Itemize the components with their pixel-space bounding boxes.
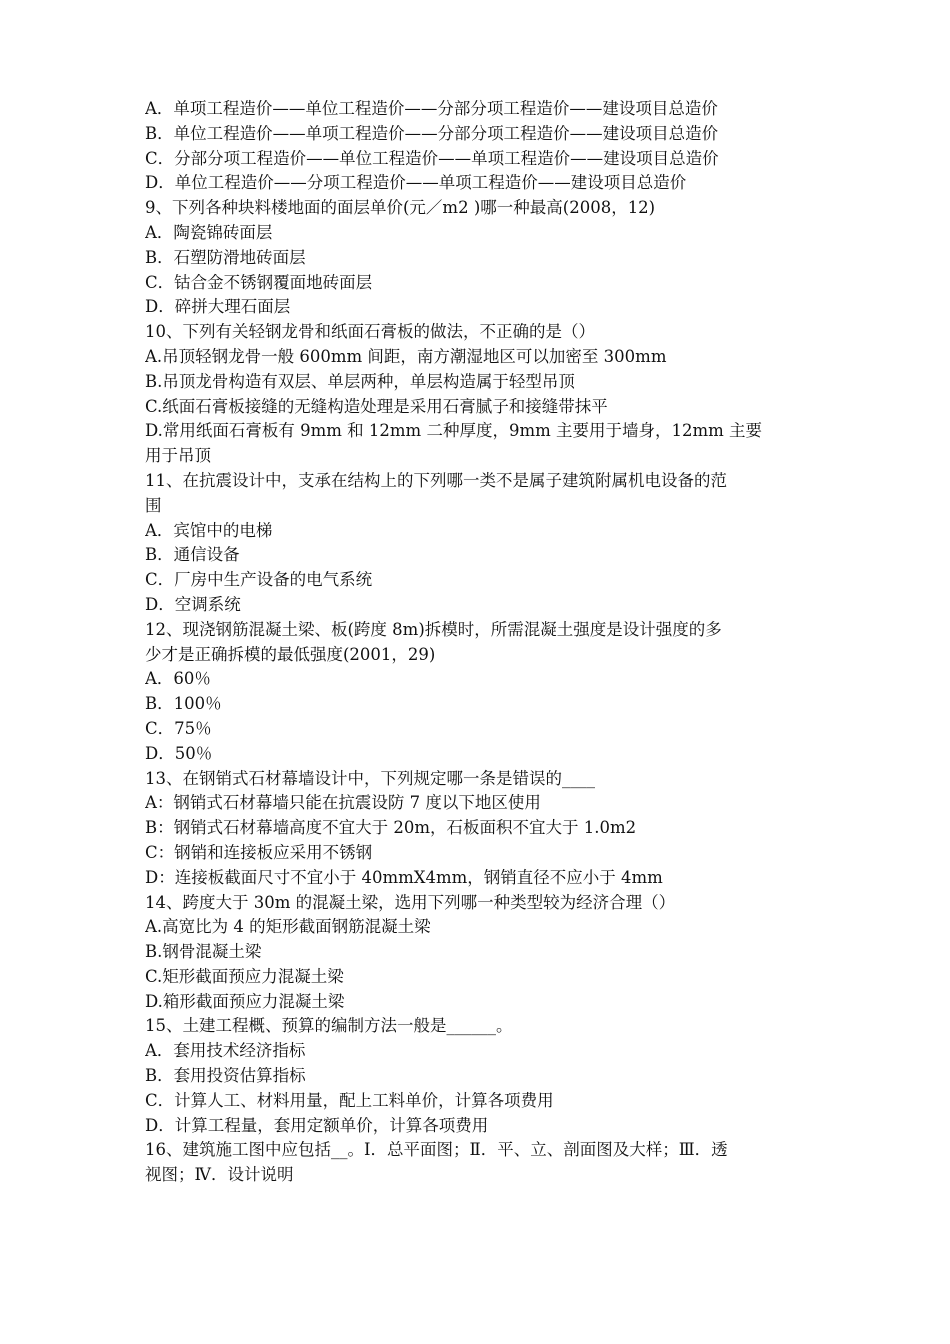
question-12-continued: 少才是正确拆模的最低强度(2001，29) bbox=[145, 644, 436, 664]
option-10d: D.常用纸面石膏板有 9mm 和 12mm 二种厚度，9mm 主要用于墙身，12mm 主要 bbox=[145, 421, 763, 441]
option-11b: B．通信设备 bbox=[145, 545, 240, 565]
option-13b: B：钢销式石材幕墙高度不宜大于 20m，石板面积不宜大于 1.0m2 bbox=[145, 818, 637, 838]
question-13: 13、在钢销式石材幕墙设计中，下列规定哪一条是错误的____ bbox=[145, 768, 595, 788]
option-12b: B．100％ bbox=[145, 694, 222, 714]
question-9: 9、下列各种块料楼地面的面层单价(元／m2 )哪一种最高(2008，12) bbox=[145, 198, 656, 218]
question-16: 16、建筑施工图中应包括__。Ⅰ．总平面图；Ⅱ．平、立、剖面图及大样；Ⅲ．透 bbox=[145, 1140, 728, 1160]
question-12: 12、现浇钢筋混凝土梁、板(跨度 8m)拆模时，所需混凝土强度是设计强度的多 bbox=[145, 619, 722, 639]
option-9a: A．陶瓷锦砖面层 bbox=[145, 222, 273, 242]
option-13c: C：钢销和连接板应采用不锈钢 bbox=[145, 842, 373, 862]
question-15: 15、土建工程概、预算的编制方法一般是______。 bbox=[145, 1016, 513, 1036]
option-11c: C．厂房中生产设备的电气系统 bbox=[145, 570, 373, 590]
option-13d: D：连接板截面尺寸不宜小于 40mmX4mm，钢销直径不应小于 4mm bbox=[145, 867, 663, 887]
option-10b: B.吊顶龙骨构造有双层、单层两种，单层构造属于轻型吊顶 bbox=[145, 371, 575, 391]
question-16-continued: 视图；Ⅳ．设计说明 bbox=[145, 1165, 294, 1185]
option-11a: A．宾馆中的电梯 bbox=[145, 520, 273, 540]
option-14b: B.钢骨混凝土梁 bbox=[145, 942, 262, 962]
option-14d: D.箱形截面预应力混凝土梁 bbox=[145, 991, 345, 1011]
option-13a: A：钢销式石材幕墙只能在抗震设防 7 度以下地区使用 bbox=[145, 793, 541, 813]
option-10d-continued: 用于吊顶 bbox=[145, 446, 211, 466]
option-15d: D．计算工程量，套用定额单价，计算各项费用 bbox=[145, 1115, 489, 1135]
question-14: 14、跨度大于 30m 的混凝土梁，选用下列哪一种类型较为经济合理（） bbox=[145, 892, 676, 912]
option-9d: D．碎拼大理石面层 bbox=[145, 297, 291, 317]
option-14a: A.高宽比为 4 的矩形截面钢筋混凝土梁 bbox=[145, 917, 431, 937]
question-11: 11、在抗震设计中，支承在结构上的下列哪一类不是属子建筑附属机电设备的范 bbox=[145, 470, 727, 490]
option-9b: B．石塑防滑地砖面层 bbox=[145, 247, 306, 267]
option-12c: C．75％ bbox=[145, 718, 212, 738]
option-15c: C．计算人工、材料用量，配上工料单价，计算各项费用 bbox=[145, 1090, 554, 1110]
option-10a: A.吊顶轻钢龙骨一般 600mm 间距，南方潮湿地区可以加密至 300mm bbox=[145, 346, 667, 366]
option-12d: D．50％ bbox=[145, 743, 213, 763]
option-8d: D．单位工程造价——分项工程造价——单项工程造价——建设项目总造价 bbox=[145, 173, 687, 193]
option-10c: C.纸面石膏板接缝的无缝构造处理是采用石膏腻子和接缝带抹平 bbox=[145, 396, 608, 416]
question-10: 10、下列有关轻钢龙骨和纸面石膏板的做法，不正确的是（） bbox=[145, 322, 595, 342]
option-15b: B．套用投资估算指标 bbox=[145, 1066, 306, 1086]
option-15a: A．套用技术经济指标 bbox=[145, 1041, 306, 1061]
document-page bbox=[145, 97, 810, 1188]
option-12a: A．60％ bbox=[145, 669, 211, 689]
option-9c: C．钴合金不锈钢覆面地砖面层 bbox=[145, 272, 373, 292]
option-14c: C.矩形截面预应力混凝土梁 bbox=[145, 966, 344, 986]
option-8b: B．单位工程造价——单项工程造价——分部分项工程造价——建设项目总造价 bbox=[145, 123, 719, 143]
option-11d: D．空调系统 bbox=[145, 594, 241, 614]
question-11-continued: 围 bbox=[145, 495, 162, 515]
option-8a: A．单项工程造价——单位工程造价——分部分项工程造价——建设项目总造价 bbox=[145, 99, 718, 118]
option-8c: C．分部分项工程造价——单位工程造价——单项工程造价——建设项目总造价 bbox=[145, 148, 719, 168]
